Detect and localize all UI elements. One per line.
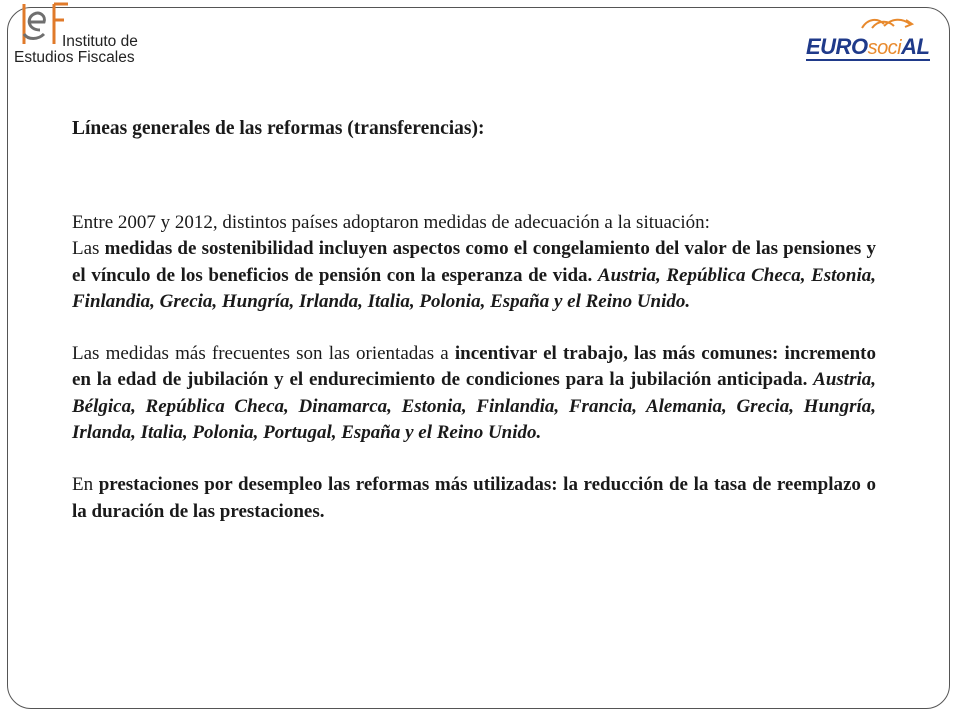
eurosocial-wordmark: EUROsociAL <box>806 34 930 59</box>
ief-logo-line1: Instituto de <box>62 33 138 50</box>
eurosocial-underline <box>806 59 930 61</box>
eurosocial-arrows-icon <box>858 14 918 34</box>
slide-title: Líneas generales de las reformas (transferencias): <box>72 118 485 139</box>
paragraph-sostenibilidad: Las medidas de sostenibilidad incluyen aspectos como el congelamiento del valor de las pensiones y el vínculo de los beneficios de pensión con la esperanza de vida. Austria, República Checa, Estonia, Finlandia, Grecia, Hungría, Irlanda, Italia, Polonia, España y el Reino Unido. <box>72 238 877 312</box>
ief-logo-mark <box>10 0 70 48</box>
slide-content <box>72 116 876 525</box>
ief-logo-line2: Estudios Fiscales <box>14 49 135 66</box>
paragraph-incentivar-trabajo: Las medidas más frecuentes son las orientadas a incentivar el trabajo, las más comunes: incremento en la edad de jubilación y el endurecimiento de condiciones para la jubilación anticipada. Austria, Bélgica, República Checa, Dinamarca, Estonia, Finlandia, Francia, Alemania, Grecia, Hungría, Irlanda, Italia, Polonia, Portugal, España y el Reino Unido. <box>72 343 877 444</box>
eurosocial-logo <box>800 14 930 66</box>
ief-logo <box>4 0 154 70</box>
paragraph-intro: Entre 2007 y 2012, distintos países adoptaron medidas de adecuación a la situación: <box>72 212 710 233</box>
paragraph-desempleo: En prestaciones por desempleo las reformas más utilizadas: la reducción de la tasa de reemplazo o la duración de las prestaciones. <box>72 474 876 522</box>
